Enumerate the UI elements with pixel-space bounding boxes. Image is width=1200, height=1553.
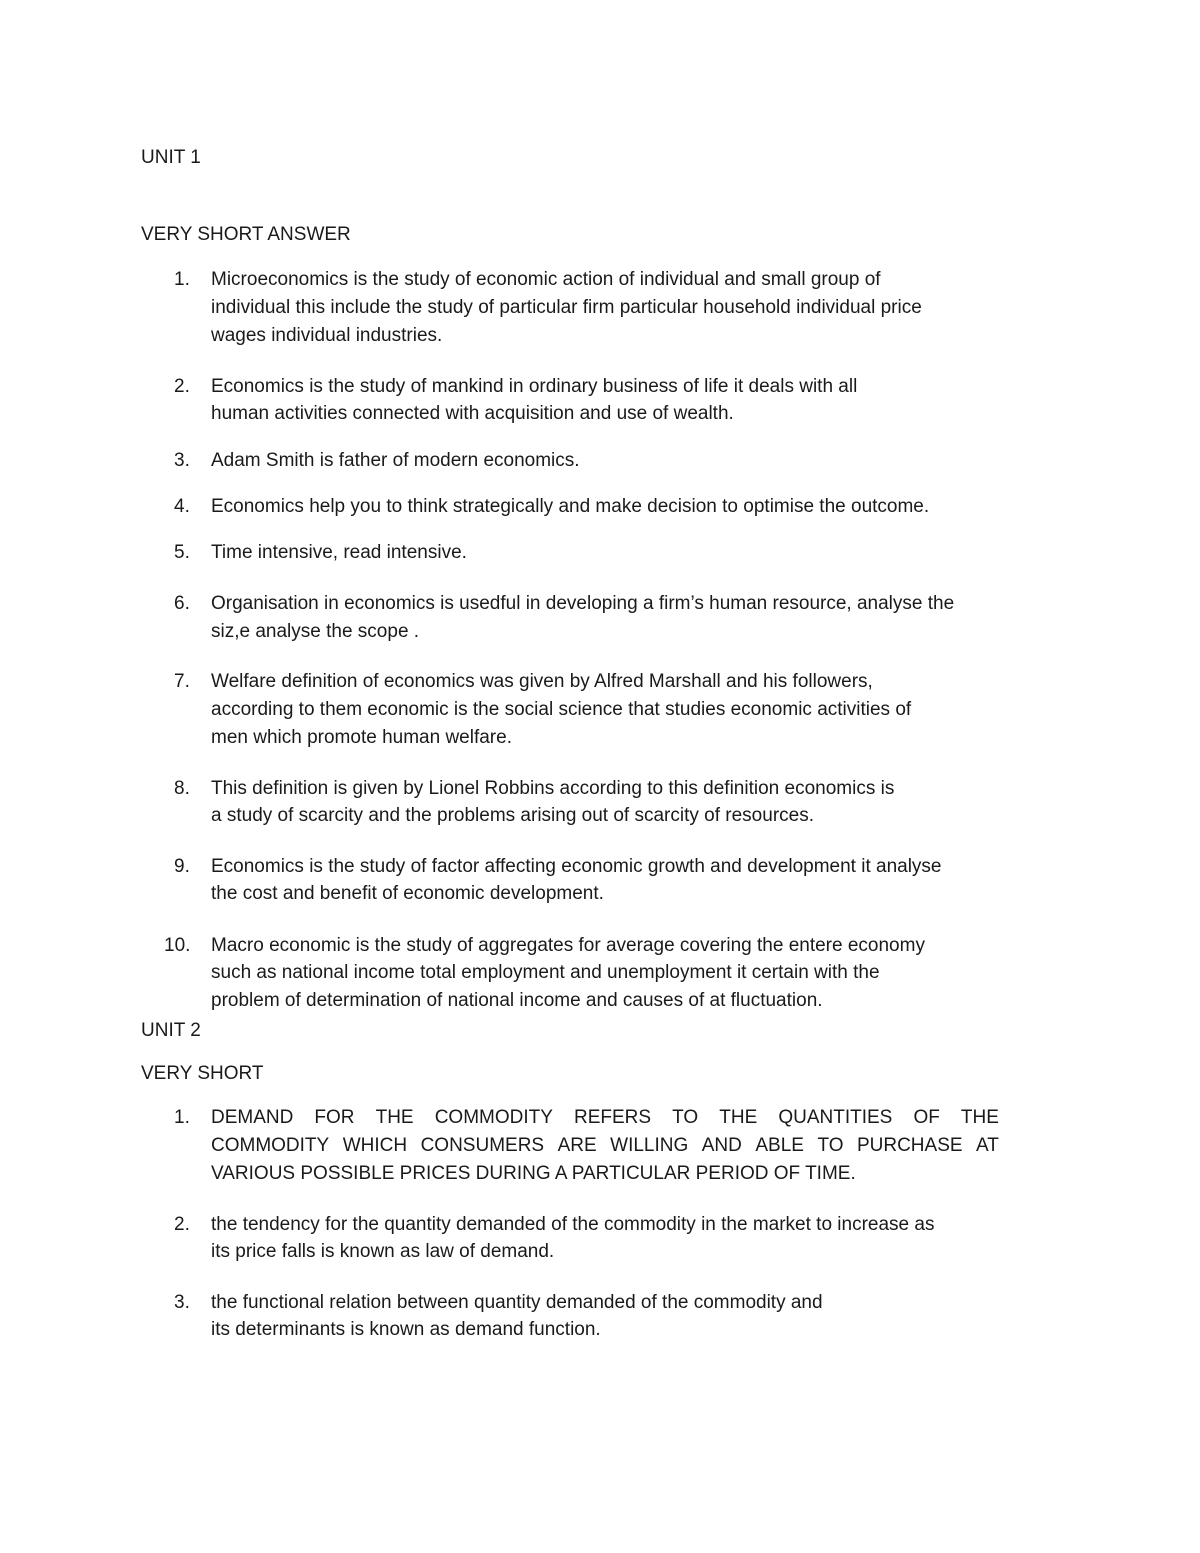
list-item-line: the functional relation between quantity demanded of the commodity and bbox=[211, 1292, 823, 1313]
list-item-number: 4. bbox=[174, 496, 190, 517]
list-item-line bbox=[211, 1134, 999, 1158]
justified-word: QUANTITIES bbox=[778, 1107, 893, 1128]
justified-word: CONSUMERS bbox=[420, 1135, 545, 1156]
list-item-line: Organisation in economics is usedful in developing a firm’s human resource, analyse the bbox=[211, 593, 955, 614]
list-item-line: Economics help you to think strategically and make decision to optimise the outcome. bbox=[211, 496, 930, 517]
justified-word: DEMAND bbox=[211, 1107, 294, 1128]
list-item-number: 3. bbox=[174, 450, 190, 471]
list-item-line: This definition is given by Lionel Robbins according to this definition economics is bbox=[211, 778, 895, 799]
list-item-number: 3. bbox=[174, 1292, 190, 1313]
list-item-line: siz,e analyse the scope . bbox=[211, 621, 420, 642]
list-item-line: Adam Smith is father of modern economics. bbox=[211, 450, 580, 471]
justified-word: PURCHASE bbox=[856, 1135, 963, 1156]
justified-word: TO bbox=[817, 1135, 844, 1156]
list-item-line: men which promote human welfare. bbox=[211, 727, 512, 748]
list-item-number: 1. bbox=[174, 1107, 190, 1128]
list-item-line: Macro economic is the study of aggregates for average covering the entere economy bbox=[211, 935, 925, 956]
list-item-number: 7. bbox=[174, 671, 190, 692]
list-item-line: its determinants is known as demand function. bbox=[211, 1319, 601, 1340]
list-item-number: 2. bbox=[174, 376, 190, 397]
justified-word: THE bbox=[375, 1107, 414, 1128]
list-item-number: 8. bbox=[174, 778, 190, 799]
justified-word: AND bbox=[701, 1135, 742, 1156]
justified-word: COMMODITY bbox=[434, 1107, 553, 1128]
justified-word: TO bbox=[672, 1107, 699, 1128]
list-item-line: Microeconomics is the study of economic action of individual and small group of bbox=[211, 269, 881, 290]
list-item-line: Economics is the study of factor affecting economic growth and development it analyse bbox=[211, 856, 942, 877]
unit-1-title: UNIT 1 bbox=[141, 147, 201, 168]
justified-word: ARE bbox=[557, 1135, 597, 1156]
justified-word: REFERS bbox=[573, 1107, 652, 1128]
list-item-line: such as national income total employment and unemployment it certain with the bbox=[211, 962, 880, 983]
list-item-line: the tendency for the quantity demanded of the commodity in the market to increase as bbox=[211, 1214, 935, 1235]
justified-word: COMMODITY bbox=[211, 1135, 330, 1156]
unit-1-section-heading: VERY SHORT ANSWER bbox=[141, 224, 351, 245]
justified-word: WHICH bbox=[342, 1135, 408, 1156]
list-item-line: human activities connected with acquisition and use of wealth. bbox=[211, 403, 734, 424]
justified-word: OF bbox=[913, 1107, 940, 1128]
list-item-number: 2. bbox=[174, 1214, 190, 1235]
justified-word: AT bbox=[976, 1135, 999, 1156]
list-item-line: its price falls is known as law of demand. bbox=[211, 1241, 555, 1262]
list-item-line: Time intensive, read intensive. bbox=[211, 542, 467, 563]
unit-2-section-heading: VERY SHORT bbox=[141, 1063, 264, 1084]
list-item-line: problem of determination of national income and causes of at fluctuation. bbox=[211, 990, 823, 1011]
list-item-number: 5. bbox=[174, 542, 190, 563]
list-item-number: 9. bbox=[174, 856, 190, 877]
list-item-line: a study of scarcity and the problems arising out of scarcity of resources. bbox=[211, 805, 814, 826]
justified-word: THE bbox=[719, 1107, 758, 1128]
justified-word: FOR bbox=[314, 1107, 355, 1128]
list-item-number: 6. bbox=[174, 593, 190, 614]
list-item-line: according to them economic is the social science that studies economic activities of bbox=[211, 699, 912, 720]
list-item-line: the cost and benefit of economic development. bbox=[211, 883, 604, 904]
justified-word: WILLING bbox=[610, 1135, 689, 1156]
list-item-line bbox=[211, 1106, 999, 1130]
list-item-line: Welfare definition of economics was given by Alfred Marshall and his followers, bbox=[211, 671, 873, 692]
list-item-number: 10. bbox=[164, 935, 191, 956]
justified-word: THE bbox=[960, 1107, 999, 1128]
list-item-line: wages individual industries. bbox=[211, 325, 443, 346]
list-item-line: individual this include the study of particular firm particular household individual price bbox=[211, 297, 922, 318]
list-item-line: VARIOUS POSSIBLE PRICES DURING A PARTICULAR PERIOD OF TIME. bbox=[211, 1163, 856, 1184]
justified-word: ABLE bbox=[755, 1135, 804, 1156]
list-item-number: 1. bbox=[174, 269, 190, 290]
list-item-line: Economics is the study of mankind in ordinary business of life it deals with all bbox=[211, 376, 858, 397]
unit-2-title: UNIT 2 bbox=[141, 1020, 201, 1041]
